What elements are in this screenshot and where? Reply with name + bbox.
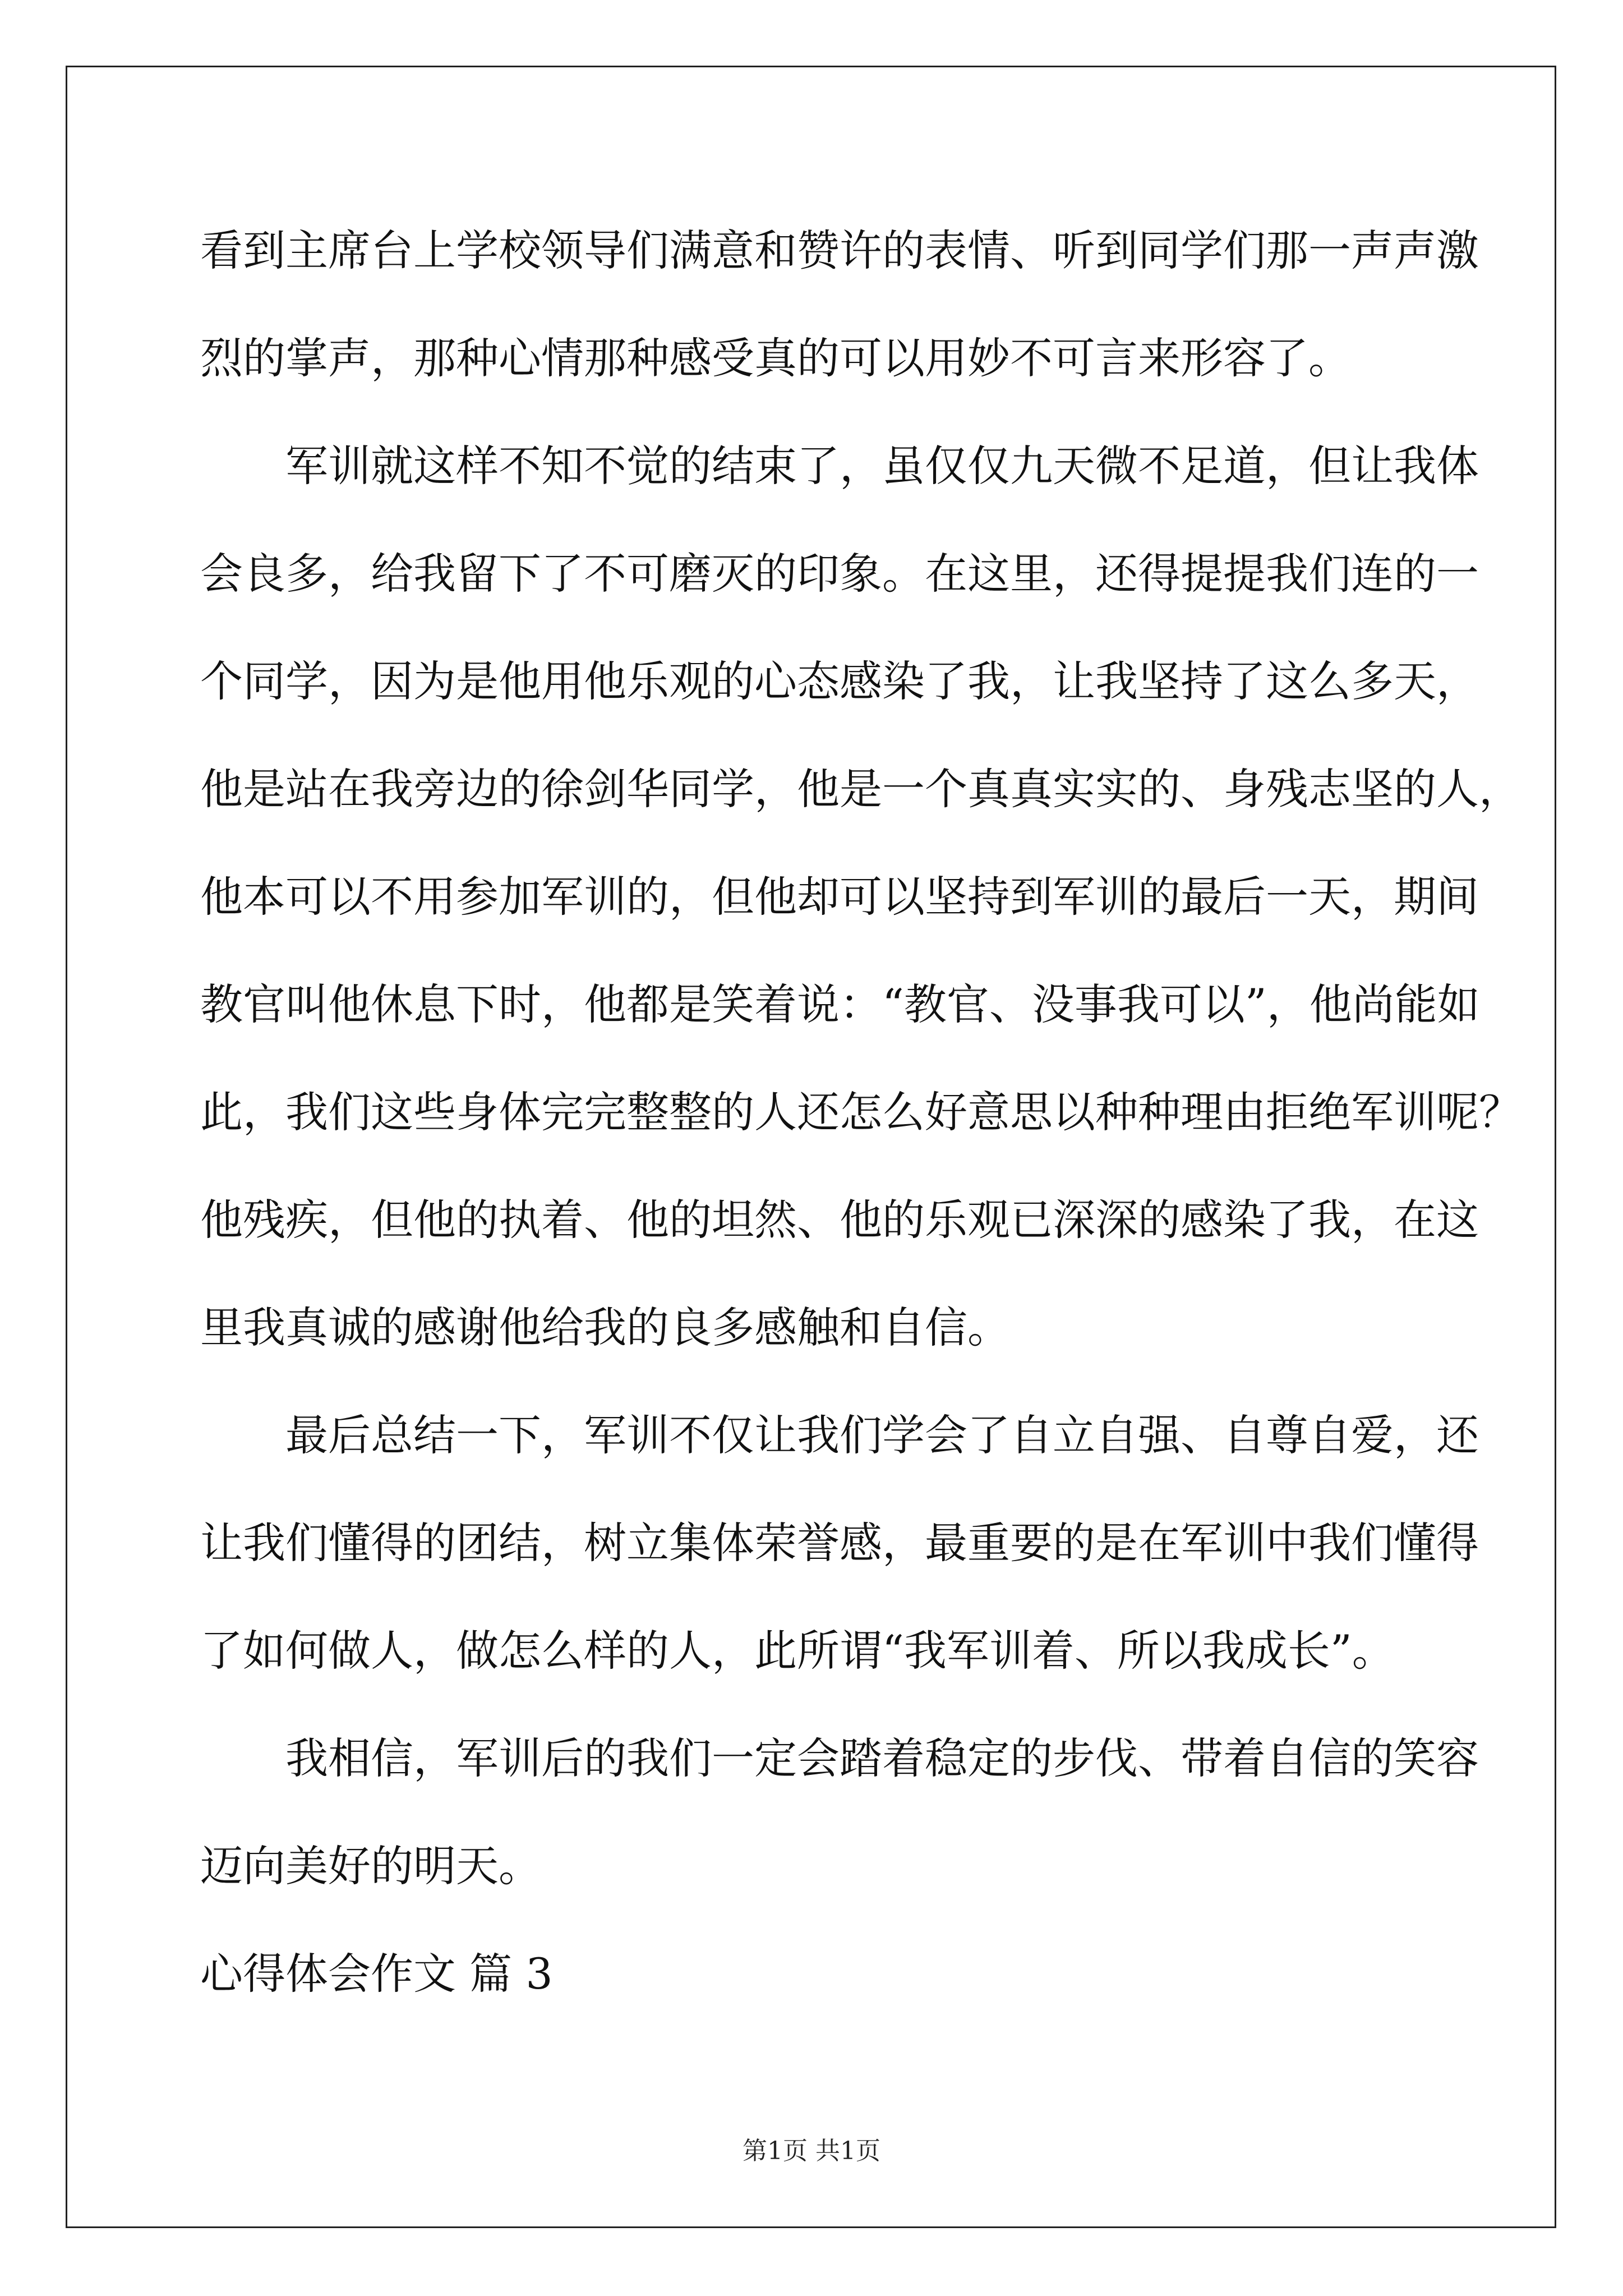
page-number-footer: 第1页 共1页 bbox=[743, 2137, 880, 2165]
text-line: 最后总结一下，军训不仅让我们学会了自立自强、自尊自爱，还 bbox=[285, 1410, 1479, 1460]
text-line: 此，我们这些身体完完整整的人还怎么好意思以种种理由拒绝军训呢？ bbox=[200, 1087, 1521, 1137]
text-line: 迈向美好的明天。 bbox=[200, 1841, 541, 1891]
section-heading: 心得体会作文 篇 3 bbox=[200, 1949, 553, 1999]
text-line: 个同学，因为是他用他乐观的心态感染了我，让我坚持了这么多天， bbox=[200, 656, 1479, 706]
text-line: 让我们懂得的团结，树立集体荣誉感，最重要的是在军训中我们懂得 bbox=[200, 1518, 1479, 1568]
text-line: 军训就这样不知不觉的结束了，虽仅仅九天微不足道，但让我体 bbox=[285, 441, 1479, 491]
text-line: 看到主席台上学校领导们满意和赞许的表情、听到同学们那一声声激 bbox=[200, 226, 1479, 275]
text-line: 他本可以不用参加军训的，但他却可以坚持到军训的最后一天，期间 bbox=[200, 872, 1479, 922]
text-line: 里我真诚的感谢他给我的良多感触和自信。 bbox=[200, 1303, 1010, 1352]
text-line: 会良多，给我留下了不可磨灭的印象。在这里，还得提提我们连的一 bbox=[200, 549, 1479, 599]
text-line: 烈的掌声，那种心情那种感受真的可以用妙不可言来形容了。 bbox=[200, 333, 1351, 383]
text-line: 教官叫他休息下时，他都是笑着说：“教官、没事我可以”，他尚能如 bbox=[200, 979, 1480, 1029]
text-line: 了如何做人，做怎么样的人，此所谓“我军训着、所以我成长”。 bbox=[200, 1626, 1395, 1676]
text-line: 我相信，军训后的我们一定会踏着稳定的步伐、带着自信的笑容 bbox=[285, 1733, 1479, 1783]
text-line: 他残疾，但他的执着、他的坦然、他的乐观已深深的感染了我，在这 bbox=[200, 1195, 1479, 1245]
text-line: 他是站在我旁边的徐剑华同学，他是一个真真实实的、身残志坚的人， bbox=[200, 764, 1521, 814]
document-body bbox=[200, 220, 1521, 2051]
